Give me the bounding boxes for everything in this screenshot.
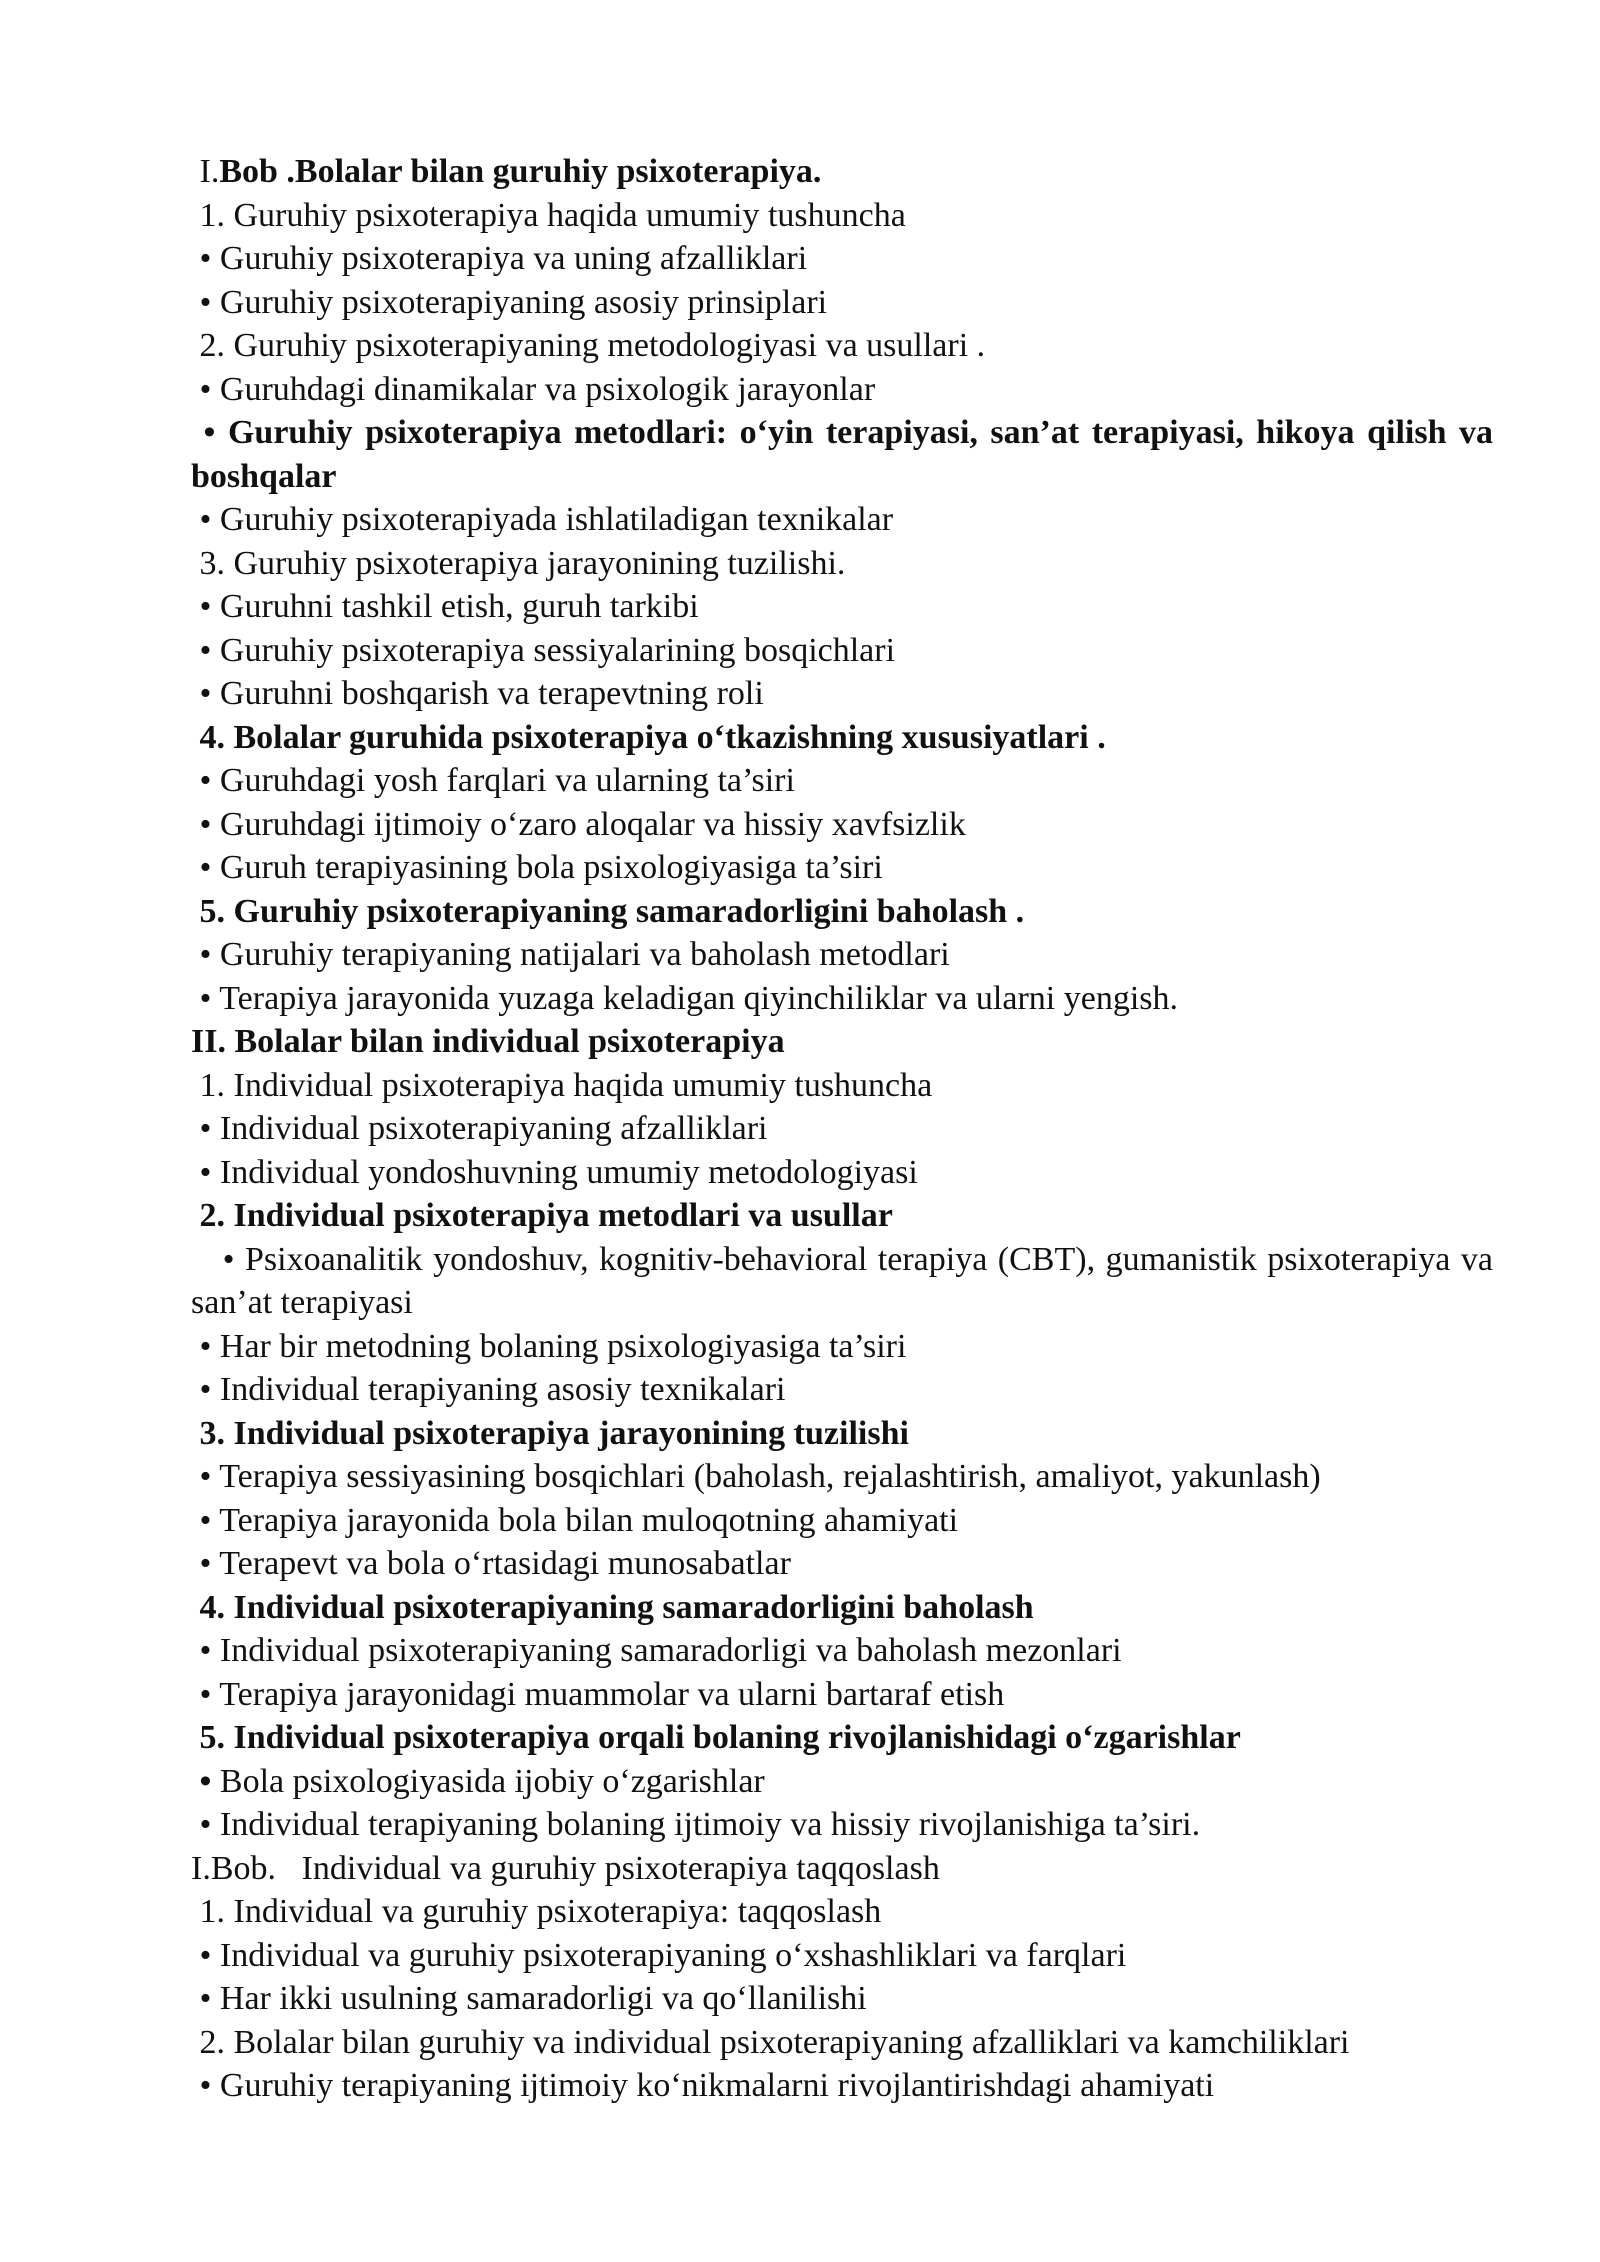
text-segment: 2. Guruhiy psixoterapiyaning metodologiyasi va usullari . (191, 327, 986, 364)
text-line (191, 237, 1493, 281)
text-line (191, 1977, 1493, 2021)
text-segment: • Terapevt va bola o‘rtasidagi munosabatlar (191, 1545, 791, 1582)
text-line (191, 1586, 1493, 1630)
text-segment: • Guruhni tashkil etish, guruh tarkibi (191, 588, 699, 625)
text-line (191, 1238, 1502, 1325)
text-line (191, 194, 1493, 238)
text-segment: • Guruhiy psixoterapiyada ishlatiladigan texnikalar (191, 501, 894, 538)
text-line (191, 1499, 1493, 1543)
text-segment: 5. Individual psixoterapiya orqali bolaning rivojlanishidagi o‘zgarishlar (191, 1719, 1241, 1756)
text-line (191, 1847, 1493, 1891)
text-line (191, 803, 1493, 847)
text-segment: • Terapiya sessiyasining bosqichlari (baholash, rejalashtirish, amaliyot, yakunlash) (191, 1458, 1321, 1495)
text-line (191, 1629, 1493, 1673)
text-line (191, 1890, 1493, 1934)
text-segment: • Guruhiy psixoterapiya sessiyalarining bosqichlari (191, 631, 896, 669)
text-line (191, 324, 1493, 368)
text-segment: 3. Individual psixoterapiya jarayonining tuzilishi (191, 1414, 909, 1452)
text-line (191, 585, 1493, 629)
text-line (191, 759, 1493, 803)
text-line (191, 1020, 1493, 1064)
text-segment: • (191, 1762, 212, 1800)
text-segment: 2. Individual psixoterapiya metodlari va usullar (191, 1197, 893, 1234)
text-line (191, 1064, 1493, 1108)
text-line (191, 977, 1493, 1021)
text-segment: • Har bir metodning bolaning psixologiyasiga ta’siri (191, 1327, 907, 1365)
text-segment: • Psixoanalitik yondoshuv, kognitiv-behavioral terapiya (CBT), gumanistik psixoterapiya va san’at terapiyasi (191, 1240, 1502, 1321)
text-segment: 2. Bolalar bilan guruhiy va individual psixoterapiyaning afzalliklari va kamchiliklari (191, 2023, 1350, 2061)
text-segment: • Guruhiy terapiyaning ijtimoiy ko‘nikmalarni rivojlantirishdagi ahamiyati (191, 2067, 1215, 2104)
text-line (191, 1760, 1493, 1804)
text-line (191, 1194, 1493, 1238)
text-line (191, 1412, 1493, 1456)
text-segment: 1. Individual va guruhiy psixoterapiya: taqqoslash (191, 1893, 882, 1930)
text-line (191, 2064, 1493, 2108)
text-segment: II. Bolalar bilan individual psixoterapiya (191, 1023, 785, 1060)
text-line (191, 281, 1493, 325)
text-line (191, 1107, 1493, 1151)
text-line (191, 150, 1493, 194)
text-segment: I.Bob. Individual va guruhiy psixoterapiya taqqoslash (191, 1849, 940, 1887)
text-segment: Bola psixologiyasida ijobiy o‘zgarishlar (211, 1762, 765, 1800)
text-segment: • Terapiya jarayonida yuzaga keladigan qiyinchiliklar va ularni yengish. (191, 979, 1178, 1017)
text-segment: 5. Guruhiy psixoterapiyaning samaradorligini baholash . (191, 892, 1025, 930)
text-line (191, 2021, 1493, 2065)
text-segment: • Individual psixoterapiyaning samaradorligi va baholash mezonlari (191, 1632, 1122, 1669)
text-line (191, 933, 1493, 977)
text-line (191, 890, 1493, 934)
text-segment: I. (191, 153, 220, 190)
text-segment: • Guruhdagi yosh farqlari va ularning ta’siri (191, 762, 795, 799)
text-line (191, 716, 1493, 760)
text-line (191, 1716, 1493, 1760)
text-segment: • Guruhiy psixoterapiya va uning afzalliklari (191, 240, 808, 277)
text-segment: 4. Bolalar guruhida psixoterapiya o‘tkazishning xususiyatlari . (191, 718, 1106, 756)
text-segment: • Guruhdagi dinamikalar va psixologik jarayonlar (191, 370, 876, 408)
text-line (191, 542, 1493, 586)
text-segment: • Guruhiy psixoterapiya metodlari: o‘yin terapiyasi, san’at terapiyasi, hikoya qilish va boshqalar (191, 414, 1502, 495)
text-line (191, 846, 1493, 890)
text-segment: • Individual psixoterapiyaning afzalliklari (191, 1110, 768, 1147)
text-line (191, 629, 1493, 673)
text-segment: • Individual va guruhiy psixoterapiyaning o‘xshashliklari va farqlari (191, 1936, 1127, 1974)
text-line (191, 1325, 1493, 1369)
text-segment: • Guruhiy terapiyaning natijalari va baholash metodlari (191, 936, 950, 973)
text-line (191, 498, 1493, 542)
text-segment: • Terapiya jarayonidagi muammolar va ularni bartaraf etish (191, 1675, 1005, 1713)
text-segment: • Individual yondoshuvning umumiy metodologiyasi (191, 1153, 918, 1191)
text-segment: 3. Guruhiy psixoterapiya jarayonining tuzilishi. (191, 544, 846, 582)
text-segment: • Individual terapiyaning asosiy texnikalari (191, 1371, 786, 1408)
text-line (191, 411, 1502, 498)
text-segment: • Har ikki usulning samaradorligi va qo‘llanilishi (191, 1980, 867, 2017)
text-segment: • Terapiya jarayonida bola bilan muloqotning ahamiyati (191, 1501, 959, 1539)
text-segment: • Guruhdagi ijtimoiy o‘zaro aloqalar va hissiy xavfsizlik (191, 805, 966, 843)
text-line (191, 672, 1493, 716)
text-segment: • Individual terapiyaning bolaning ijtimoiy va hissiy rivojlanishiga ta’siri. (191, 1806, 1201, 1843)
text-line (191, 368, 1493, 412)
text-line (191, 1368, 1493, 1412)
text-segment: 1. Individual psixoterapiya haqida umumiy tushuncha (191, 1066, 933, 1104)
text-line (191, 1455, 1493, 1499)
text-segment: • Guruh terapiyasining bola psixologiyasiga ta’siri (191, 849, 883, 886)
text-line (191, 1803, 1493, 1847)
text-line (191, 1673, 1493, 1717)
text-line (191, 1542, 1493, 1586)
text-segment: • Guruhni boshqarish va terapevtning roli (191, 675, 764, 712)
text-segment: • Guruhiy psixoterapiyaning asosiy prinsiplari (191, 283, 828, 321)
text-segment: Bob .Bolalar bilan guruhiy psixoterapiya. (219, 153, 822, 190)
text-line (191, 1151, 1493, 1195)
text-line (191, 1934, 1493, 1978)
document-page (191, 150, 1502, 2108)
text-segment: 4. Individual psixoterapiyaning samaradorligini baholash (191, 1588, 1034, 1626)
text-segment: 1. Guruhiy psixoterapiya haqida umumiy tushuncha (191, 196, 906, 234)
